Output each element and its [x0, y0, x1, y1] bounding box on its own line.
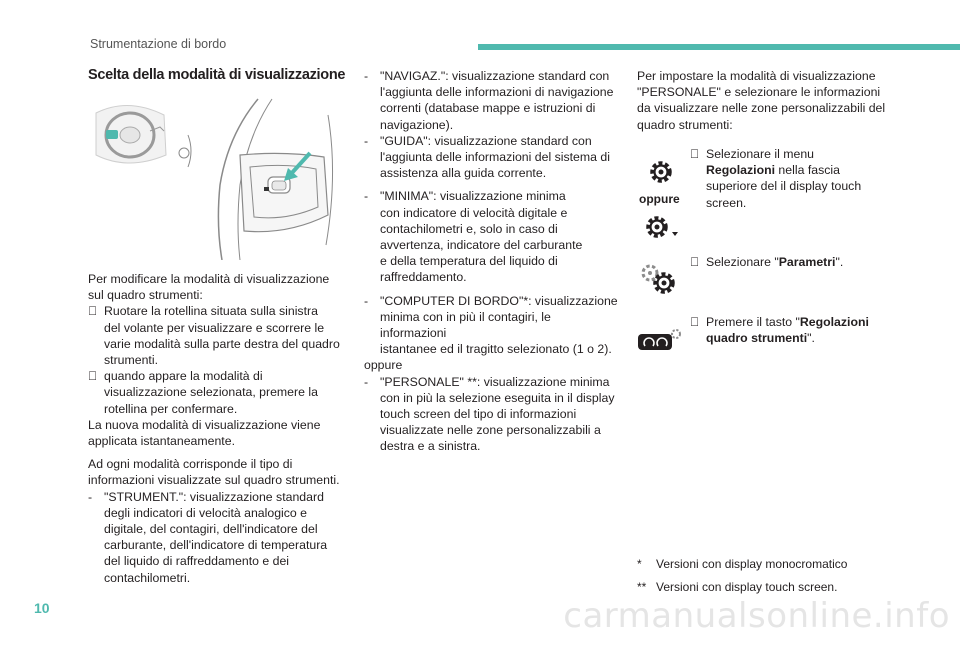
watermark: carmanualsonline.info — [563, 596, 950, 636]
step-1: Selezionare il menu Regolazioni nella fascia superiore del il display touch screen. — [690, 146, 890, 211]
bullet-icon — [88, 303, 104, 368]
dash-item: - "PERSONALE" **: visualizzazione minima con in più la selezione eseguita in il display touch screen del tipo di informazioni visualizzate nelle zone personalizzabili a destra e a sinistra. — [364, 374, 615, 454]
dashboard-settings-icon — [636, 328, 682, 352]
oppure-label: oppure — [639, 192, 680, 206]
bullet-icon — [88, 368, 104, 417]
footnote-1: * Versioni con display monocromatico — [637, 557, 848, 571]
page-title: Scelta della modalità di visualizzazione — [88, 67, 346, 83]
dash-item: - "GUIDA": visualizzazione standard con l'aggiunta delle informazioni del sistema di assistenza alla guida corrente. — [364, 133, 610, 181]
settings-gears-icon — [638, 261, 680, 297]
step-3: Premere il tasto "Regolazioni quadro strumenti". — [690, 314, 890, 346]
dash-item: - "COMPUTER DI BORDO"*: visualizzazione minima con in più il contagiri, le informazioni istantanee ed il tragitto selezionato (1 o 2). — [364, 293, 618, 357]
bullet-icon — [690, 146, 706, 211]
gear-dropdown-icon — [643, 213, 681, 241]
bullet-icon — [690, 254, 706, 270]
wheel-closeup — [179, 99, 333, 260]
bullet-item: Ruotare la rotellina situata sulla sinistra del volante per visualizzare e scorrere le varie modalità sulla parte destra del quadro strumenti. — [88, 303, 348, 368]
footnote-2: ** Versioni con display touch screen. — [637, 580, 838, 594]
column-2 — [364, 68, 619, 455]
dash-item: - "STRUMENT.": visualizzazione standard degli indicatori di velocità analogico e digitale, del contagiri, dell'indicatore del carburante, dell'indicatore di temperatura del liquido di raffreddamento e dei contachilometri. — [88, 489, 328, 585]
bullet-icon — [690, 314, 706, 346]
column-3-intro: Per impostare la modalità di visualizzazione "PERSONALE" e selezionare le informazioni da visualizzare nelle zone personalizzabili del quadro strumenti: — [637, 69, 886, 132]
intro-paragraph: Per modificare la modalità di visualizzazione sul quadro strumenti: Ruotare la rotellina situata sulla sinistra del volante per visualizzare e scorrere le varie modalità sulla parte destra del quadro strumenti. quando appare la modalità di visualizzazione selezionata, premere la rotellina per confermare. La nuova modalità di visualizzazione viene applicata istantaneamente. — [88, 271, 348, 449]
steering-wheel-illustration — [88, 95, 350, 260]
section-header: Strumentazione di bordo — [90, 37, 227, 51]
dashboard-thumbnail — [96, 105, 166, 163]
bullet-item: quando appare la modalità di visualizzazione selezionata, premere la rotellina per confermare. — [88, 368, 348, 417]
gear-icon — [647, 158, 675, 186]
page-number: 10 — [34, 600, 50, 616]
column-1 — [88, 271, 348, 593]
header-accent-bar — [478, 44, 960, 50]
dash-item: - "MINIMA": visualizzazione minima con indicatore di velocità digitale e contachilometri e, solo in caso di avvertenza, indicatore del carburante e della temperatura del liquido di raffreddamento. — [364, 189, 583, 285]
dash-item: - "NAVIGAZ.": visualizzazione standard con l'aggiunta delle informazioni di navigazione correnti (database mappe e istruzioni di navigazione). — [364, 69, 614, 132]
modes-paragraph: Ad ogni modalità corrisponde il tipo di informazioni visualizzate sul quadro strumenti. - "STRUMENT.": visualizzazione standard degli indicatori di velocità analogico e digitale, del contagiri, dell'indicatore del carburante, dell'indicatore di temperatura del liquido di raffreddamento e dei contachilometri. — [88, 456, 348, 586]
step-2: Selezionare "Parametri". — [690, 254, 890, 270]
oppure-text: oppure — [364, 358, 403, 373]
